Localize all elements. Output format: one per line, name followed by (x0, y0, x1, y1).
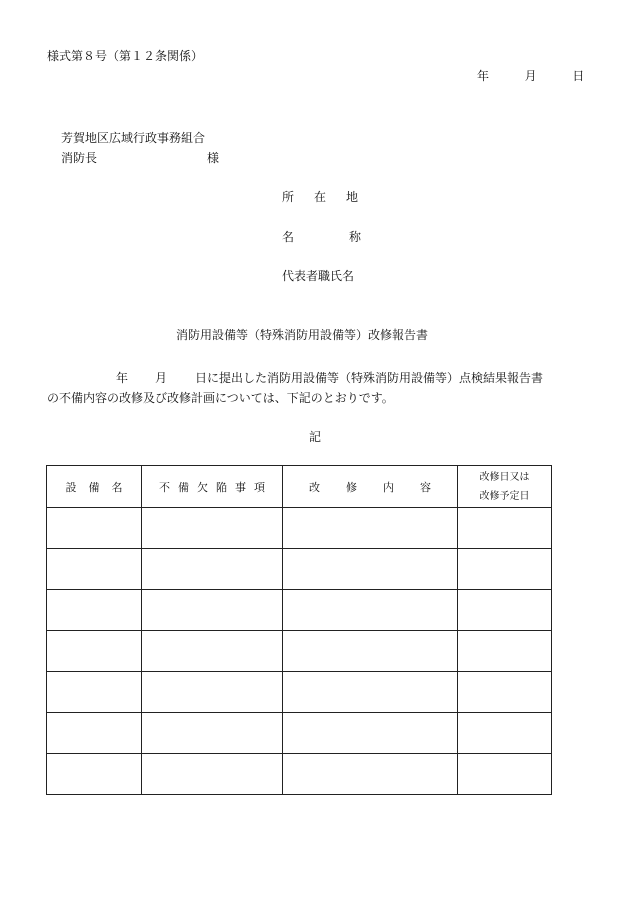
cell-equipment-name[interactable] (47, 631, 142, 672)
form-number-label: 様式第８号（第１２条関係） (47, 49, 204, 63)
cell-repair-date[interactable] (458, 508, 552, 549)
col2-char-2: 備 (178, 480, 189, 494)
header-repair-date (458, 466, 552, 508)
cell-repair-content[interactable] (283, 672, 458, 713)
table-row (47, 754, 552, 795)
address-char-3: 地 (346, 190, 359, 204)
header-repair-content (283, 466, 458, 508)
col1-char-3: 名 (111, 480, 123, 494)
table-row (47, 590, 552, 631)
cell-repair-date[interactable] (458, 590, 552, 631)
col4-line2: 改修予定日 (479, 490, 530, 502)
cell-repair-date[interactable] (458, 713, 552, 754)
applicant-name-label (282, 230, 361, 245)
col2-char-4: 陥 (216, 480, 227, 494)
address-char-2: 在 (314, 190, 327, 204)
table-row (47, 713, 552, 754)
col1-char-1: 設 (65, 480, 77, 494)
cell-defect-items[interactable] (142, 508, 283, 549)
table-row (47, 549, 552, 590)
cell-defect-items[interactable] (142, 549, 283, 590)
cell-repair-content[interactable] (283, 754, 458, 795)
cell-repair-date[interactable] (458, 631, 552, 672)
cell-repair-date[interactable] (458, 754, 552, 795)
ki-heading: 記 (309, 430, 322, 444)
col3-char-4: 容 (420, 480, 431, 494)
table-row (47, 508, 552, 549)
cell-equipment-name[interactable] (47, 508, 142, 549)
col3-char-2: 修 (346, 480, 357, 494)
addressee-honorific: 様 (207, 151, 220, 165)
header-equipment-name (47, 466, 142, 508)
date-day: 日 (572, 69, 585, 83)
body-line2: の不備内容の改修及び改修計画については、下記のとおりです。 (47, 391, 394, 405)
cell-equipment-name[interactable] (47, 754, 142, 795)
address-char-1: 所 (282, 190, 295, 204)
col1-char-2: 備 (88, 480, 100, 494)
col3-char-3: 内 (383, 480, 394, 494)
date-year: 年 (477, 69, 490, 83)
cell-defect-items[interactable] (142, 590, 283, 631)
cell-repair-content[interactable] (283, 508, 458, 549)
cell-defect-items[interactable] (142, 672, 283, 713)
col2-char-6: 項 (254, 480, 265, 494)
table-header-row (47, 466, 552, 508)
cell-equipment-name[interactable] (47, 549, 142, 590)
repair-table (46, 465, 552, 795)
col2-char-5: 事 (235, 480, 246, 494)
cell-equipment-name[interactable] (47, 672, 142, 713)
body-year: 年 (116, 371, 129, 385)
applicant-representative-label: 代表者職氏名 (282, 269, 355, 283)
header-defect-items (142, 466, 283, 508)
name-char-1: 名 (282, 230, 295, 244)
table-row (47, 631, 552, 672)
col2-char-1: 不 (159, 480, 170, 494)
cell-repair-content[interactable] (283, 590, 458, 631)
cell-equipment-name[interactable] (47, 713, 142, 754)
cell-equipment-name[interactable] (47, 590, 142, 631)
body-line1: 日に提出した消防用設備等（特殊消防用設備等）点検結果報告書 (195, 371, 544, 385)
document-title: 消防用設備等（特殊消防用設備等）改修報告書 (176, 328, 429, 342)
name-char-2: 称 (349, 230, 362, 244)
col4-line1: 改修日又は (479, 471, 530, 483)
applicant-address-label (282, 190, 358, 205)
col2-char-3: 欠 (197, 480, 208, 494)
addressee-title: 消防長 (61, 151, 98, 165)
cell-repair-date[interactable] (458, 672, 552, 713)
table-row (47, 672, 552, 713)
body-month: 月 (155, 371, 168, 385)
table-body (47, 508, 552, 795)
cell-defect-items[interactable] (142, 754, 283, 795)
cell-defect-items[interactable] (142, 713, 283, 754)
cell-repair-content[interactable] (283, 713, 458, 754)
cell-repair-content[interactable] (283, 549, 458, 590)
date-line (477, 69, 584, 84)
cell-repair-date[interactable] (458, 549, 552, 590)
cell-repair-content[interactable] (283, 631, 458, 672)
cell-defect-items[interactable] (142, 631, 283, 672)
date-month: 月 (524, 69, 537, 83)
addressee-organization: 芳賀地区広域行政事務組合 (61, 131, 206, 145)
col3-char-1: 改 (309, 480, 320, 494)
